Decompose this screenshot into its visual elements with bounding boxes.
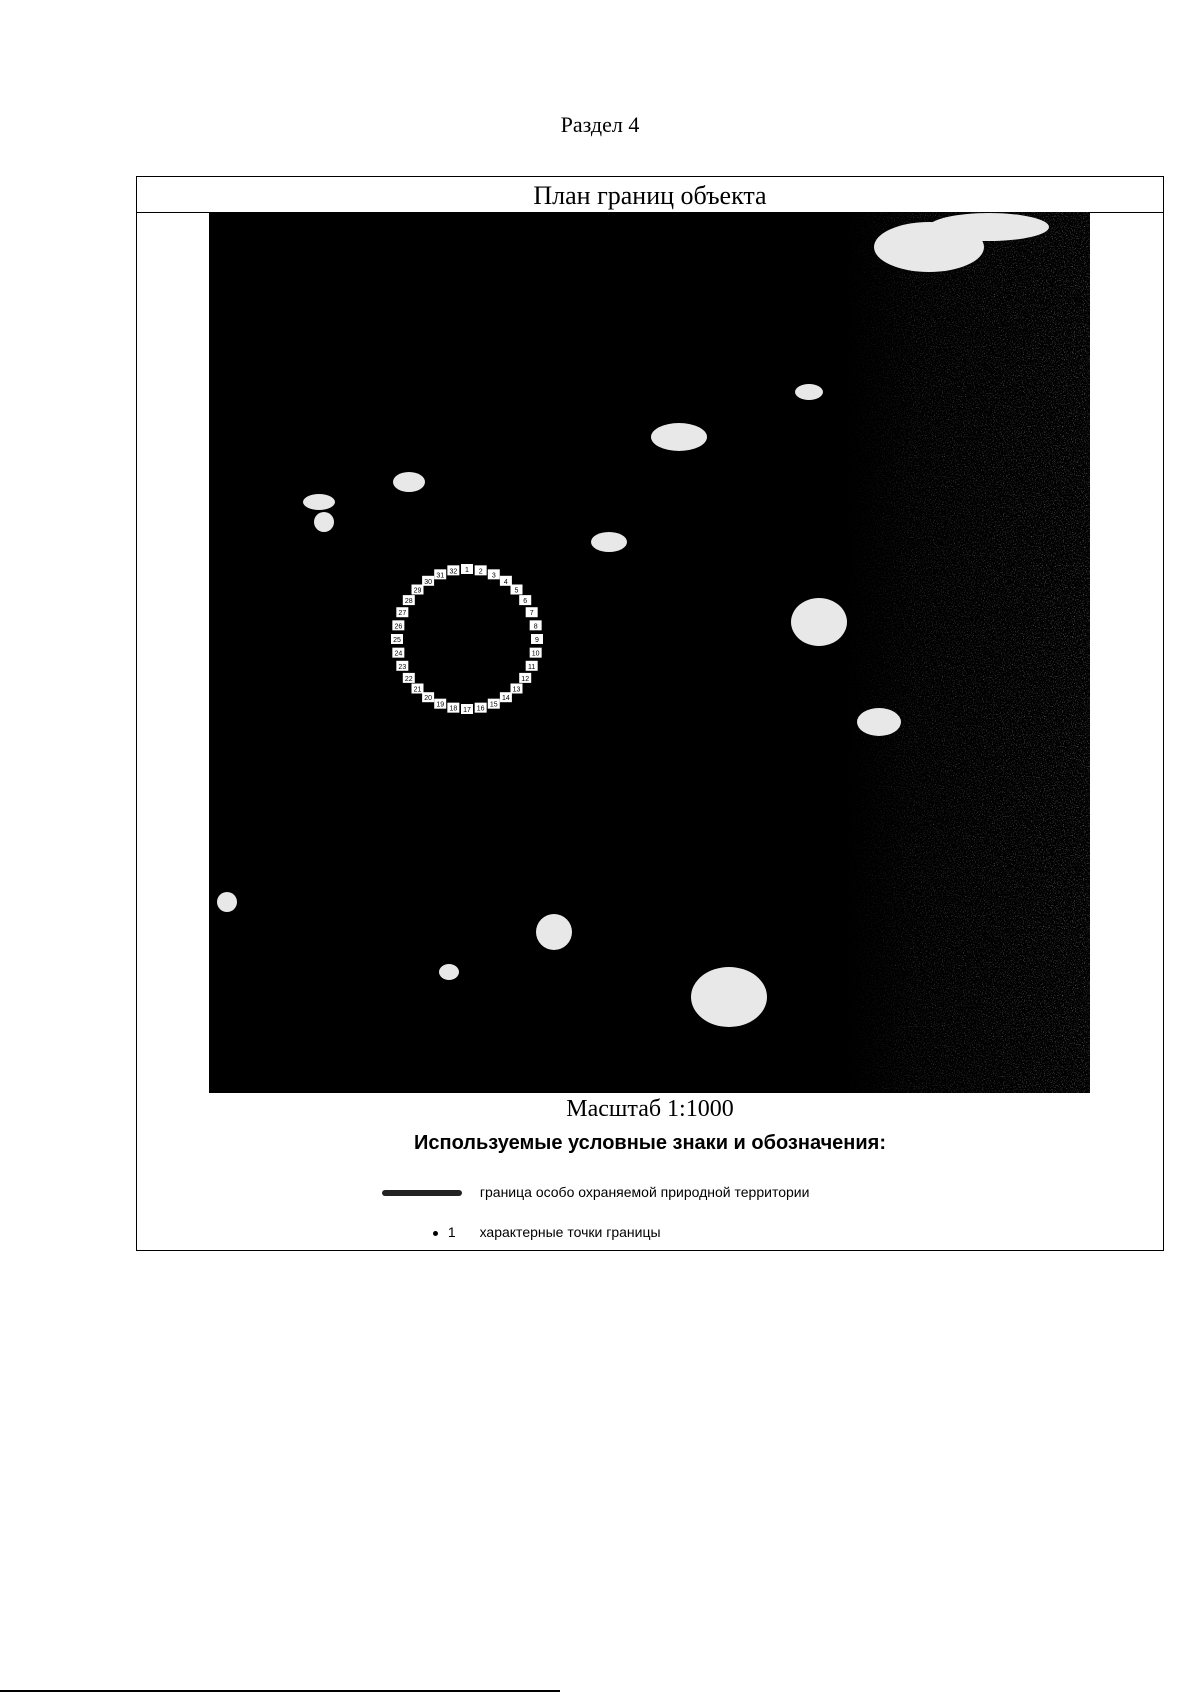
point-label: 2 <box>478 568 483 576</box>
light-patch <box>929 213 1049 241</box>
light-patch <box>536 914 572 950</box>
boundary-point <box>526 661 538 671</box>
boundary-point <box>519 595 531 605</box>
plan-title: План границ объекта <box>137 177 1163 213</box>
light-patch <box>303 494 335 510</box>
boundary-point <box>422 576 434 586</box>
boundary-point <box>403 673 415 683</box>
legend-boundary-label: граница особо охраняемой природной территории <box>479 1184 810 1200</box>
legend-boundary <box>382 1184 809 1200</box>
point-label: 15 <box>489 701 498 709</box>
boundary-point <box>412 683 424 693</box>
legend-title: Используемые условные знаки и обозначения: <box>413 1132 887 1154</box>
point-label: 28 <box>404 598 413 606</box>
point-label: 10 <box>531 650 540 658</box>
boundary-point <box>500 692 512 702</box>
boundary-point <box>531 634 543 644</box>
point-label: 21 <box>413 686 422 694</box>
boundary-point <box>412 585 424 595</box>
point-label: 25 <box>393 637 401 644</box>
boundary-point <box>488 569 500 579</box>
point-label: 14 <box>501 695 510 703</box>
boundary-point <box>510 585 522 595</box>
boundary-point <box>434 569 446 579</box>
boundary-point <box>434 699 446 709</box>
point-label: 23 <box>398 663 407 671</box>
light-patch <box>651 423 707 451</box>
legend-points <box>433 1224 661 1240</box>
boundary-point <box>391 634 403 644</box>
legend-point-label: характерные точки границы <box>479 1224 661 1240</box>
point-label: 24 <box>394 650 403 658</box>
boundary-point <box>396 607 408 617</box>
point-label: 8 <box>533 623 538 631</box>
footer-rule <box>0 1690 560 1692</box>
light-patch <box>791 598 847 646</box>
light-patch <box>314 512 334 532</box>
light-patch <box>439 964 459 980</box>
plan-frame <box>136 176 1164 1251</box>
point-dot-symbol <box>433 1231 438 1236</box>
point-label: 27 <box>398 610 407 618</box>
light-patch <box>393 472 425 492</box>
boundary-point <box>475 565 487 575</box>
point-label: 18 <box>449 705 458 713</box>
boundary-point <box>403 595 415 605</box>
boundary-point <box>447 703 459 713</box>
boundary-point <box>392 648 404 658</box>
boundary-point <box>392 620 404 630</box>
point-label: 5 <box>514 587 519 595</box>
map-scale: Масштаб 1:1000 <box>566 1096 734 1122</box>
satellite-map <box>209 212 1090 1093</box>
boundary-point <box>526 607 538 617</box>
point-label: 3 <box>491 572 496 580</box>
point-label: 19 <box>436 701 445 709</box>
boundary-point <box>530 620 542 630</box>
point-label: 12 <box>521 675 530 683</box>
boundary-point <box>475 703 487 713</box>
point-label: 4 <box>503 578 508 586</box>
boundary-point <box>500 576 512 586</box>
point-label: 9 <box>535 637 539 644</box>
point-label: 26 <box>394 623 403 631</box>
boundary-point <box>488 699 500 709</box>
point-label: 20 <box>424 695 433 703</box>
boundary-point <box>530 648 542 658</box>
point-label: 30 <box>424 578 433 586</box>
light-patch <box>795 384 823 400</box>
light-patch <box>691 967 767 1027</box>
point-label: 29 <box>413 587 422 595</box>
boundary-point <box>447 565 459 575</box>
point-label: 22 <box>404 675 413 683</box>
point-label: 13 <box>512 686 521 694</box>
point-label: 6 <box>523 598 528 606</box>
point-label: 31 <box>436 572 445 580</box>
light-patch <box>857 708 901 736</box>
point-label: 7 <box>529 610 534 618</box>
boundary-point <box>461 704 473 714</box>
boundary-point <box>396 661 408 671</box>
section-title: Раздел 4 <box>560 112 640 137</box>
point-label: 11 <box>528 663 536 671</box>
point-label: 16 <box>476 705 485 713</box>
boundary-point <box>422 692 434 702</box>
boundary-line-symbol <box>382 1190 462 1196</box>
boundary-point <box>519 673 531 683</box>
point-label: 1 <box>465 567 469 574</box>
light-patch <box>217 892 237 912</box>
map-image <box>209 212 1090 1093</box>
boundary-point <box>510 683 522 693</box>
point-label: 17 <box>463 707 471 714</box>
point-label: 32 <box>449 568 458 576</box>
boundary-point <box>461 564 473 574</box>
legend-point-number: 1 <box>447 1224 456 1240</box>
light-patch <box>591 532 627 552</box>
